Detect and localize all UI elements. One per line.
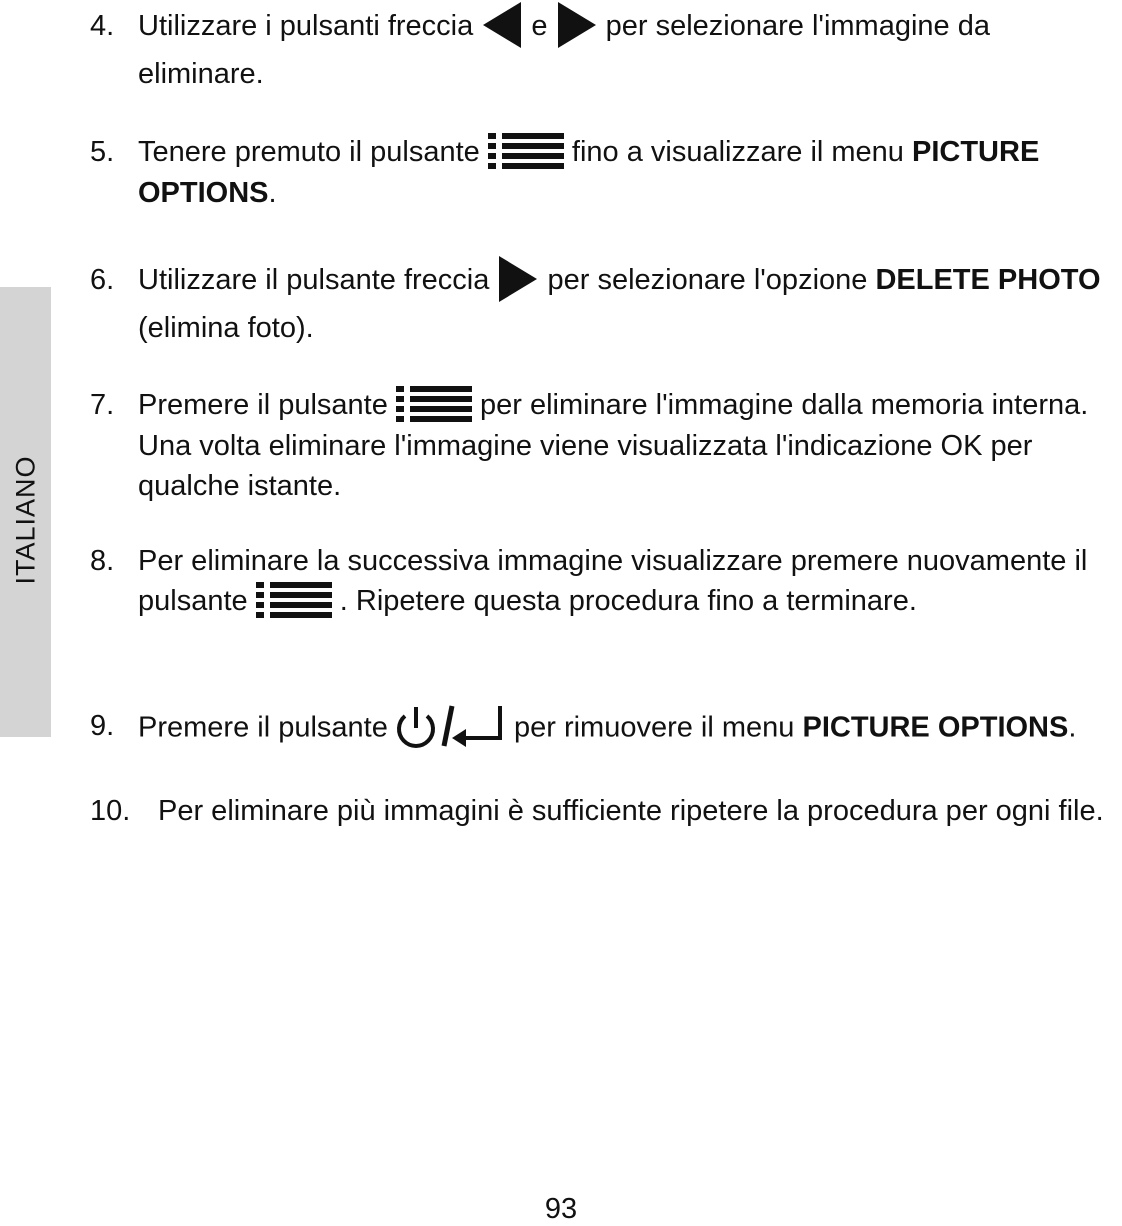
- step-text: per selezionare l'opzione: [547, 264, 868, 296]
- menu-name: PICTURE OPTIONS: [138, 136, 1040, 210]
- step-4: [90, 2, 1122, 98]
- step-7: [90, 385, 1122, 506]
- menu-name: PICTURE OPTIONS: [802, 711, 1069, 744]
- step-number: 4.: [90, 10, 115, 42]
- step-10: [90, 791, 1122, 831]
- step-number: 10.: [90, 795, 131, 827]
- page-number: 93: [544, 1193, 578, 1225]
- step-text: per rimuovere il menu: [513, 711, 795, 744]
- step-text: .: [268, 177, 277, 210]
- step-number: 9.: [90, 710, 115, 742]
- step-text: Premere il pulsante: [138, 711, 388, 744]
- step-text: e: [531, 10, 548, 42]
- left-arrow-icon: [481, 2, 523, 48]
- step-text: (elimina foto).: [138, 312, 314, 345]
- step-text: per eliminare l'immagine dalla memoria interna. Una volta eliminare l'immagine viene visualizzata l'indicazione OK per qualche istante.: [138, 389, 1089, 503]
- step-5: [90, 132, 1122, 213]
- menu-icon: [396, 384, 472, 424]
- step-text: Utilizzare i pulsanti freccia: [138, 10, 474, 42]
- step-8: [90, 541, 1122, 622]
- step-number: 6.: [90, 264, 115, 296]
- right-arrow-icon: [497, 256, 539, 302]
- power-enter-icon: [396, 704, 506, 750]
- step-text: fino a visualizzare il menu: [571, 136, 904, 168]
- right-arrow-icon: [556, 2, 598, 48]
- step-text: . Ripetere questa procedura fino a terminare.: [339, 585, 917, 617]
- step-text: .: [1068, 711, 1077, 744]
- step-number: 8.: [90, 545, 115, 577]
- step-text: per selezionare l'immagine da eliminare.: [138, 10, 990, 91]
- step-9: [90, 706, 1122, 752]
- language-label: ITALIANO: [10, 455, 41, 585]
- step-text: Premere il pulsante: [138, 389, 388, 421]
- step-number: 7.: [90, 389, 115, 421]
- menu-icon: [488, 131, 564, 171]
- step-text: Per eliminare più immagini è sufficiente ripetere la procedura per ogni file.: [158, 795, 1104, 827]
- menu-icon: [256, 580, 332, 620]
- step-text: Per eliminare la successiva immagine visualizzare premere nuovamente il pulsante: [138, 545, 1088, 617]
- step-text: Tenere premuto il pulsante: [138, 136, 480, 168]
- step-6: [90, 256, 1122, 352]
- option-name: DELETE PHOTO: [875, 264, 1101, 296]
- step-number: 5.: [90, 136, 115, 168]
- step-text: Utilizzare il pulsante freccia: [138, 264, 490, 296]
